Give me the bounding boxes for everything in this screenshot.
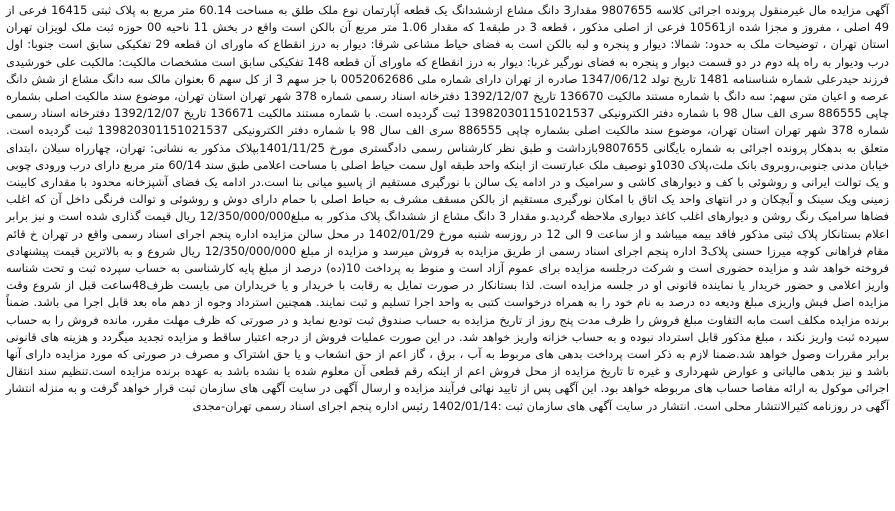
- notice-paragraph: آگهی مزایده مال غیرمنقول پرونده اجرائی کلاسه 9807655 مقدار3 دانگ مشاع ازششدانگ یک قطعه آپارتمان نوع ملک طلق به مساحت 60.14 متر مربع به پلاک ثبتی 16415 فرعی از 49 اصلی ، مفروز و مجزا شده از10561 فرعی از اصلی مذکور ، قطعه 3 در طبقه1 که مقدار 1.06 متر مربع آن بالکن است واقع در بخش 11 ناحیه 00 حوزه ثبت ملک لویزان تهران استان تهران ، توضیحات ملک به حدود: شمالا: دیوار و پنجره و لبه بالکن است به فضای حیاط مشاعی شرقا: دیوار به درز انقطاع که ماورای ان قطعه 29 تفکیکی سابق است جنوبا: اول درب ودیوار به راه پله دوم در دو قسمت دیوار و پنجره به فضای نورگیر غربا: دیوار به درز انقطاع که ماورای آن قطعه 148 تفکیکی سابق است مشخصات مالکیت: مالکیت علی خورشیدی فرزند حیدرعلی شماره شناسنامه 1481 تاریخ تولد 1347/06/12 صادره از تهران دارای شماره ملی 0052062686 با جز سهم 3 از کل سهم 6 بعنوان مالک سه دانگ مشاع از شش دانگ عرصه و اعیان متن سهم: سه دانگ با شماره مستند مالکیت 136670 تاریخ 1392/12/07 دفترخانه اسناد رسمی شماره 378 شهر تهران استان تهران، موضوع سند مالکیت اصلی بشماره چاپی 886555 سری الف سال 98 با شماره دفتر الکترونیکی 139820301151021537 ثبت گردیده است. با شماره مستند مالکیت 136671 تاریخ 1392/12/07 دفترخانه اسناد رسمی شماره 378 شهر تهران استان تهران، موضوع سند مالکیت اصلی بشماره چاپی 886555 سری الف سال 98 با شماره دفتر الکترونیکی 139820301151021537 ثبت گردیده است. متعلق به بدهکار پرونده اجرائی به شماره بایگانی 9807655بازداشت و طبق نظر کارشناس رسمی دادگستری مورخ 1401/11/25بپلاک مذکور به نشانی: تهران، چهارراه سبلان ،ابتدای خیابان مدنی جنوبی،روبروی بانک ملت،پلاک 1030و توصیف ملک عبارتست از اینکه واحد طبقه اول سمت حیاط اصلی با مساحت اعلامی طبق سند 60/14 متر مربع دارای درب ورودی چوبی و یک توالت ایرانی و روشوئی با کف و دیوارهای کاشی و سرامیک و در ادامه یک سالن با نورگیری مستقیم از پاسیو میانی بنا است.در ادامه یک فضای آشپزخانه محدود با مقداری کابینت زمینی ویک سینک و آبچکان و در انتهای واحد یک اتاق با امکان نورگیری مستقیم از بالکن مسقف مشرف به حیاط اصلی با حمام دارای دوش و روشوئی و توالت فرنگی داخل آن که اغلب فضاها سرامیک رنگ روشن و دیوارهای اغلب کاغذ دیواری ملاحظه گردید.و مقدار 3 دانگ مشاع از ششدانگ پلاک مذکور به مبلغ12/350/000/000 ریال قیمت گذاری شده است و نیز برابر اعلام بستانکار پلاک ثبتی مذکور فاقد بیمه میباشد و از ساعت 9 الی 12 در روزسه شنبه مورخ 1402/01/29 در محل سالن مزایده اداره پنجم اجرای اسناد رسمی واقع در تهران خ قائم مقام فراهانی کوچه میرزا حسنی پلاک3 اداره پنجم اجرای اسناد رسمی از طریق مزایده به فروش میرسد و مزایده از مبلغ 12/350/000/000 ریال شروع و به بالاترین قیمت پیشنهادی فروخته خواهد شد و مزایده حضوری است و شرکت درجلسه مزایده برای عموم آزاد است و منوط به پرداخت 10(ده) درصد از مبلغ پایه کارشناسی به حساب سپرده ثبت و تحت شناسه واریز اعلامی و حضور خریدار یا نماینده قانونی او در جلسه مزایده است. لذا بستانکار در صورت تمایل به رقابت با خریدار و یا خریداران می بایست ظرف48ساعت قبل از شروع وقت مزایده اصل فیش واریزی مبلغ ودیعه ده درصد به نام خود را به همراه درخواست کتبی به واحد اجرا تسلیم و ثبت نمایند. همچنین استرداد وجوه از دهم ماه بعد قابل اجرا می باشد. ضمناً برنده مزایده مکلف است مابه التفاوت مبلغ فروش را ظرف مدت پنج روز از تاریخ مزایده به حساب صندوق ثبت تودیع نماید و در صورتی که ظرف مهلت مقرر، مانده فروش را به حساب سپرده ثبت واریز نکند ، مبلغ مذکور قابل استرداد نبوده و به حساب خزانه واریز خواهد شد. در این صورت عملیات فروش از درجه اعتبار ساقط و مزایده تجدید میگردد و هزینه های قانونی برابر مقررات وصول خواهد شد.ضمنا لازم به ذکر است پرداخت بدهی های مربوط به آب ، برق ، گاز اعم از حق انشعاب و یا حق اشتراک و مصرف در صورتی که مورد مزایده دارای آنها باشد و نیز بدهی مالیاتی و عوارض شهرداری و غیره تا تاریخ مزایده از محل فروش اعم از اینکه رقم قطعی آن معلوم شده یا نشده باشد به عهده برنده مزایده است.تنظیم سند انتقال اجرائی موکول به ارائه مفاصا حساب های مربوطه خواهد بود. این آگهی پس از تایید نهائی فرآیند مزایده و ارسال آگهی در سایت آگهی های سازمان ثبت قرار خواهد گرفت و به منزله انتشار آگهی در روزنامه کثیرالانتشار محلی است. انتشار در سایت آگهی های سازمان ثبت :1402/01/14 رئیس اداره پنجم اجرای اسناد رسمی تهران-مجدی: [6, 3, 890, 413]
